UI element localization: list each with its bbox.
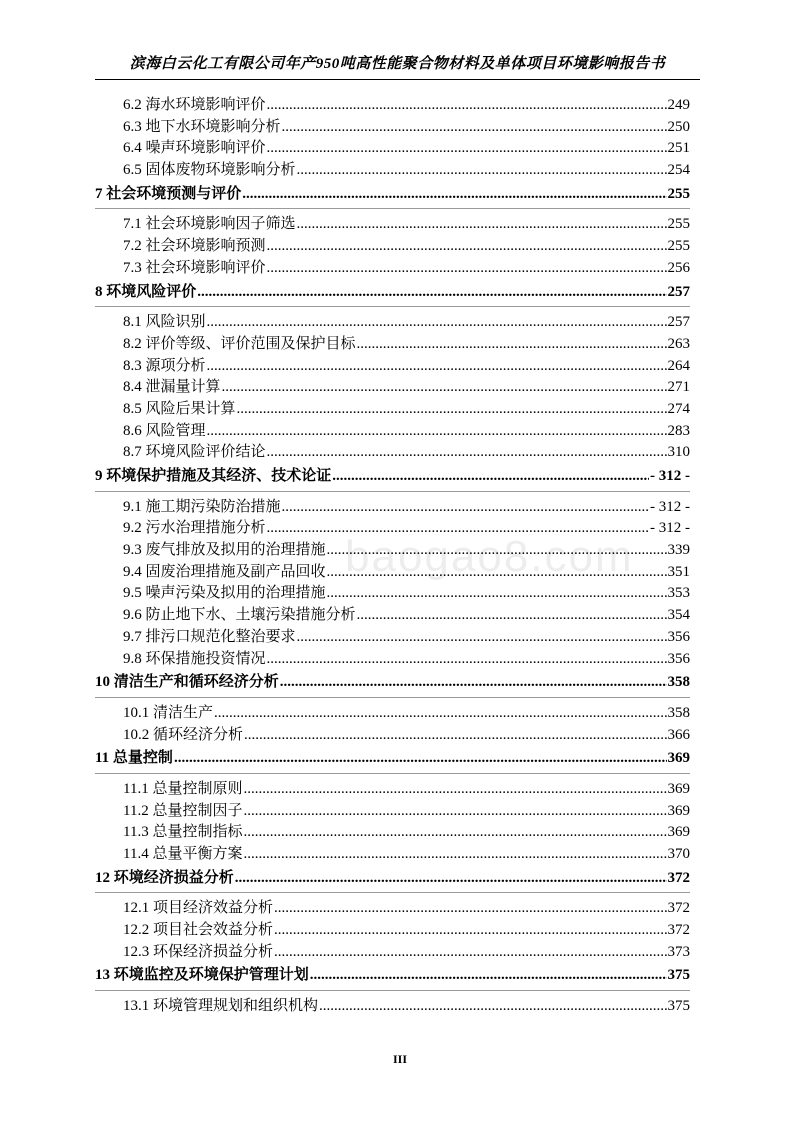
- toc-entry-label: 8 环境风险评价: [95, 283, 197, 300]
- toc-entry-label: 9.5 噪声污染及拟用的治理措施: [123, 585, 326, 602]
- toc-entry-label: 9.3 废气排放及拟用的治理措施: [123, 542, 326, 559]
- toc-entry-label: 7.2 社会环境影响预测: [123, 238, 266, 255]
- toc-leader-dots: [243, 844, 666, 866]
- toc-leader-dots: [242, 184, 666, 206]
- toc-entry-page: 370: [667, 846, 690, 862]
- toc-entry-page: 375: [667, 998, 690, 1015]
- toc-entry-label: 8.7 环境风险评价结论: [123, 444, 266, 461]
- toc-section-entry[interactable]: [95, 844, 690, 866]
- toc-entry-page: 369: [667, 824, 690, 841]
- toc-leader-dots: [332, 466, 649, 488]
- toc-chapter-block: [95, 282, 690, 308]
- toc-leader-dots: [327, 583, 667, 605]
- toc-section-entry[interactable]: [95, 312, 690, 334]
- toc-entry-label: 8.1 风险识别: [123, 314, 206, 331]
- toc-leader-dots: [207, 312, 667, 334]
- toc-chapter-block: [95, 868, 690, 894]
- toc-leader-dots: [280, 672, 667, 694]
- toc-entry-label: 9.2 污水治理措施分析: [123, 520, 266, 537]
- page-number: III: [392, 1052, 407, 1066]
- toc-entry-page: 353: [667, 585, 690, 602]
- toc-chapter-entry[interactable]: [95, 748, 690, 770]
- toc-entry-page: 257: [667, 314, 690, 331]
- toc-leader-dots: [327, 562, 667, 584]
- toc-entry-page: 339: [667, 542, 690, 559]
- toc-section-entry[interactable]: [95, 725, 690, 747]
- toc-entry-page: 358: [667, 674, 690, 691]
- toc-entry-label: 6.4 噪声环境影响评价: [123, 140, 266, 157]
- toc-leader-dots: [267, 138, 667, 160]
- toc-entry-page: 274: [667, 400, 690, 417]
- toc-leader-dots: [243, 822, 666, 844]
- toc-entry-page: 356: [667, 628, 690, 645]
- toc-entry-label: 9.7 排污口规范化整治要求: [123, 628, 296, 645]
- toc-section-entry[interactable]: [95, 214, 690, 236]
- toc-entry-page: 369: [667, 802, 690, 819]
- toc-entry-page: 263: [667, 335, 690, 352]
- toc-entry-page: 358: [667, 704, 690, 721]
- toc-entry-page: 255: [667, 216, 690, 233]
- toc-section-entry[interactable]: [95, 540, 690, 562]
- toc-entry-label: 10.2 循环经济分析: [123, 726, 244, 743]
- toc-entry-label: 9.8 环保措施投资情况: [123, 650, 266, 667]
- toc-entry-label: 9.4 固废治理措施及副产品回收: [123, 563, 326, 580]
- toc-leader-dots: [267, 95, 667, 117]
- toc-leader-dots: [267, 649, 667, 671]
- toc-section-entry[interactable]: [95, 649, 690, 671]
- toc-entry-label: 11.1 总量控制原则: [123, 780, 243, 797]
- toc-leader-dots: [235, 868, 667, 890]
- toc-section-entry[interactable]: [95, 801, 690, 823]
- toc-section-entry[interactable]: [95, 605, 690, 627]
- toc-entry-label: 9 环境保护措施及其经济、技术论证: [95, 468, 332, 484]
- toc-entry-label: 11.4 总量平衡方案: [123, 846, 243, 862]
- toc-leader-dots: [274, 920, 666, 942]
- toc-leader-dots: [282, 497, 649, 519]
- toc-leader-dots: [357, 334, 667, 356]
- toc-entry-page: 354: [667, 607, 690, 624]
- toc-section-entry[interactable]: [95, 95, 690, 117]
- toc-entry-page: 356: [667, 650, 690, 667]
- toc-section-entry[interactable]: [95, 356, 690, 378]
- toc-leader-dots: [237, 399, 667, 421]
- toc-leader-dots: [174, 748, 667, 770]
- toc-leader-dots: [282, 117, 667, 139]
- toc-entry-label: 11 总量控制: [95, 750, 173, 767]
- toc-section-entry[interactable]: [95, 334, 690, 356]
- toc-section-entry[interactable]: [95, 399, 690, 421]
- toc-entry-page: 369: [667, 750, 690, 767]
- toc-entry-label: 12 环境经济损益分析: [95, 869, 234, 886]
- toc-section-entry[interactable]: [95, 703, 690, 725]
- toc-entry-page: 351: [667, 563, 690, 580]
- toc-section-entry[interactable]: [95, 942, 690, 964]
- toc-entry-label: 9.6 防止地下水、土壤污染措施分析: [123, 607, 356, 624]
- toc-entry-label: 11.3 总量控制指标: [123, 824, 243, 841]
- toc-section-entry[interactable]: [95, 497, 690, 519]
- toc-leader-dots: [214, 703, 666, 725]
- toc-chapter-entry[interactable]: [95, 282, 690, 304]
- toc-section-entry[interactable]: [95, 627, 690, 649]
- toc-leader-dots: [267, 236, 667, 258]
- toc-leader-dots: [207, 356, 667, 378]
- toc-leader-dots: [274, 898, 666, 920]
- toc-chapter-entry[interactable]: [95, 965, 690, 987]
- toc-leader-dots: [297, 214, 667, 236]
- toc-section-entry[interactable]: [95, 258, 690, 280]
- toc-entry-page: 271: [667, 379, 690, 396]
- toc-entry-label: 8.6 风险管理: [123, 422, 206, 439]
- toc-chapter-entry[interactable]: [95, 466, 690, 488]
- toc-leader-dots: [267, 518, 649, 540]
- table-of-contents: [95, 95, 690, 1018]
- toc-entry-page: 372: [667, 900, 690, 917]
- toc-leader-dots: [243, 801, 666, 823]
- toc-section-entry[interactable]: [95, 779, 690, 801]
- toc-leader-dots: [274, 942, 666, 964]
- toc-section-entry[interactable]: [95, 920, 690, 942]
- toc-entry-label: 8.5 风险后果计算: [123, 400, 236, 417]
- toc-chapter-block: [95, 748, 690, 774]
- toc-entry-label: 8.2 评价等级、评价范围及保护目标: [123, 335, 356, 352]
- toc-entry-label: 7.3 社会环境影响评价: [123, 259, 266, 276]
- toc-entry-label: 7.1 社会环境影响因子筛选: [123, 216, 296, 233]
- toc-entry-label: 6.3 地下水环境影响分析: [123, 118, 281, 135]
- toc-section-entry[interactable]: [95, 996, 690, 1018]
- toc-entry-page: - 312 -: [650, 498, 690, 515]
- toc-entry-page: 372: [667, 922, 690, 939]
- toc-leader-dots: [357, 605, 667, 627]
- toc-chapter-entry[interactable]: [95, 184, 690, 206]
- toc-entry-page: 254: [667, 162, 690, 179]
- toc-leader-dots: [319, 996, 666, 1018]
- toc-entry-label: 8.3 源项分析: [123, 357, 206, 374]
- toc-chapter-block: [95, 965, 690, 991]
- toc-entry-page: 310: [667, 444, 690, 461]
- toc-section-entry[interactable]: [95, 583, 690, 605]
- toc-entry-page: 255: [667, 238, 690, 255]
- toc-entry-page: 255: [667, 185, 690, 202]
- watermark: baogao8.com: [345, 532, 634, 581]
- toc-section-entry[interactable]: [95, 421, 690, 443]
- toc-entry-page: 373: [667, 943, 690, 960]
- toc-chapter-entry[interactable]: [95, 672, 690, 694]
- toc-entry-label: 10 清洁生产和循环经济分析: [95, 674, 279, 691]
- toc-chapter-block: [95, 466, 690, 492]
- toc-leader-dots: [297, 160, 667, 182]
- header-rule: [95, 79, 700, 80]
- toc-section-entry[interactable]: [95, 442, 690, 464]
- toc-leader-dots: [243, 779, 666, 801]
- toc-leader-dots: [297, 627, 667, 649]
- toc-entry-label: 6.5 固体废物环境影响分析: [123, 162, 296, 179]
- toc-entry-page: 283: [667, 422, 690, 439]
- toc-section-entry[interactable]: [95, 138, 690, 160]
- toc-entry-page: 366: [667, 726, 690, 743]
- toc-entry-page: - 312 -: [650, 520, 690, 537]
- toc-entry-page: 375: [667, 967, 690, 984]
- toc-entry-page: 369: [667, 780, 690, 797]
- toc-leader-dots: [327, 540, 667, 562]
- toc-section-entry[interactable]: [95, 236, 690, 258]
- toc-entry-label: 6.2 海水环境影响评价: [123, 97, 266, 113]
- toc-entry-page: 256: [667, 259, 690, 276]
- toc-chapter-block: [95, 184, 690, 210]
- toc-entry-page: 372: [667, 869, 690, 886]
- toc-chapter-block: [95, 672, 690, 698]
- toc-leader-dots: [222, 377, 667, 399]
- toc-entry-label: 12.1 项目经济效益分析: [123, 900, 274, 917]
- toc-entry-page: 250: [667, 118, 690, 135]
- toc-entry-page: 264: [667, 357, 690, 374]
- toc-section-entry[interactable]: [95, 160, 690, 182]
- page-header: 滨海白云化工有限公司年产950吨高性能聚合物材料及单体项目环境影响报告书: [129, 56, 666, 72]
- toc-section-entry[interactable]: [95, 822, 690, 844]
- toc-leader-dots: [244, 725, 666, 747]
- toc-leader-dots: [267, 258, 667, 280]
- toc-entry-label: 12.2 项目社会效益分析: [123, 922, 274, 939]
- toc-entry-label: 10.1 清洁生产: [123, 704, 214, 721]
- toc-section-entry[interactable]: [95, 562, 690, 584]
- toc-chapter-entry[interactable]: [95, 868, 690, 890]
- toc-section-entry[interactable]: [95, 518, 690, 540]
- toc-leader-dots: [207, 421, 667, 443]
- toc-entry-label: 9.1 施工期污染防治措施: [123, 498, 281, 515]
- toc-leader-dots: [267, 442, 667, 464]
- toc-entry-label: 13 环境监控及环境保护管理计划: [95, 967, 309, 984]
- toc-entry-page: - 312 -: [650, 468, 690, 484]
- toc-leader-dots: [310, 965, 667, 987]
- toc-entry-label: 7 社会环境预测与评价: [95, 185, 242, 202]
- toc-leader-dots: [197, 282, 666, 304]
- toc-entry-label: 11.2 总量控制因子: [123, 802, 243, 819]
- toc-entry-page: 249: [667, 97, 690, 113]
- toc-entry-label: 13.1 环境管理规划和组织机构: [123, 998, 319, 1015]
- toc-entry-label: 8.4 泄漏量计算: [123, 379, 221, 396]
- toc-section-entry[interactable]: [95, 898, 690, 920]
- toc-entry-label: 12.3 环保经济损益分析: [123, 943, 274, 960]
- toc-entry-page: 251: [667, 140, 690, 157]
- toc-entry-page: 257: [667, 283, 690, 300]
- toc-section-entry[interactable]: [95, 377, 690, 399]
- toc-section-entry[interactable]: [95, 117, 690, 139]
